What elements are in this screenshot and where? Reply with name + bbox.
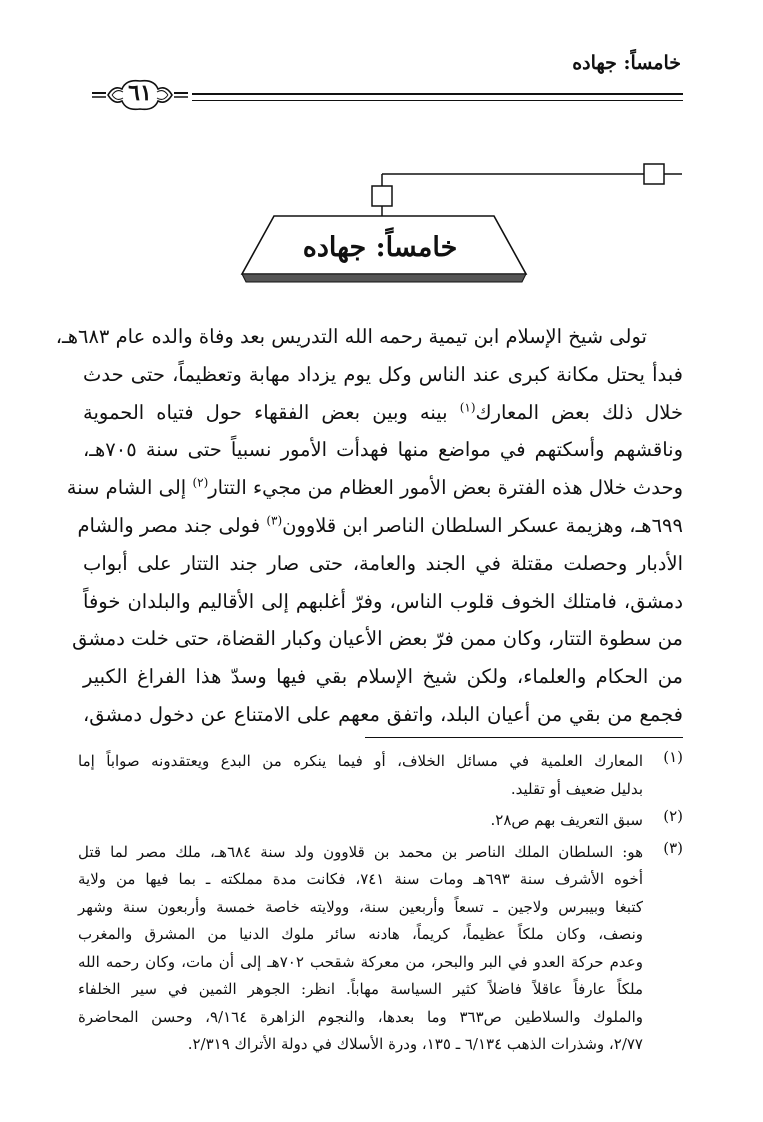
body-line-part: ٦٩٩هـ، وهزيمة عسكر السلطان الناصر ابن قلاوون xyxy=(282,513,683,537)
footnote-line: والملوك والسلاطين ص٣٦٣ وما بعدها، والنجوم الزاهرة ٩/١٦٤، وحسن المحاضرة xyxy=(78,1007,643,1026)
footnote-1 xyxy=(78,748,683,803)
body-line: فجمع من بقي من أعيان البلد، واتفق معهم على الامتناع عن دخول دمشق، xyxy=(83,702,683,726)
footnote-3 xyxy=(78,839,683,1059)
footnote-2 xyxy=(78,807,683,835)
body-line: فبدأ يحتل مكانة كبرى عند الناس وكل يوم يزداد مهابة وتعظيماً، حتى حدث xyxy=(83,362,683,386)
footnote-line: سبق التعريف بهم ص٢٨. xyxy=(490,811,643,829)
body-line-part: بينه وبين بعض الفقهاء حول فتياه الحموية xyxy=(83,400,448,424)
footnote-mark[interactable]: (٣) xyxy=(266,513,283,528)
footnote-line: هو: السلطان الملك الناصر بن محمد بن قلاوون ولد سنة ٦٨٤هـ، ملك مصر لما قتل xyxy=(78,842,643,861)
footnote-line: أخوه الأشرف سنة ٦٩٣هـ ومات سنة ٧٤١، فكانت مدة مملكته ـ بما فيها من ولاية xyxy=(78,870,644,888)
body-line: تولى شيخ الإسلام ابن تيمية رحمه الله التدريس بعد وفاة والده عام ٦٨٣هـ، xyxy=(55,325,647,348)
footnote-mark[interactable]: (٢) xyxy=(192,475,209,490)
footnote-line: ملكاً عارفاً عاقلاً فاضلاً كثير السياسة مهاباً. انظر: الجوهر الثمين في سير الخلفاء xyxy=(78,980,643,998)
body-line: الأدبار وحصلت مقتلة في الجند والعامة، حتى صار جند التتار على أبواب xyxy=(83,551,683,575)
body-line xyxy=(83,394,683,432)
body-line-part: وحدث خلال هذه الفترة بعض الأمور العظام من مجيء التتار xyxy=(208,476,683,500)
footnotes xyxy=(78,748,683,1063)
page-number: ٦١ xyxy=(128,80,152,106)
footnote-separator xyxy=(365,737,683,738)
footnote-line: المعارك العلمية في مسائل الخلاف، أو فيما ينكره من البدع ويعتقدونه صواباً إما xyxy=(78,752,643,770)
footnote-line: كتبغا وبيبرس ولاجين ـ تسعاً وأربعين سنة، وولايته خاصة خمسة وأربعون سنة وشهر xyxy=(78,897,643,916)
footnote-number: (٣) xyxy=(663,838,683,857)
footnote-mark[interactable]: (١) xyxy=(459,400,476,415)
body-line: وناقشهم وأسكتهم في مواضع منها فهدأت الأمور نسبياً حتى سنة ٧٠٥هـ، xyxy=(83,438,683,462)
body-line-part: خلال ذلك بعض المعارك xyxy=(475,400,683,424)
body-line xyxy=(66,469,683,507)
section-heading: خامساً: جهاده xyxy=(302,232,458,263)
body-line-part: إلى الشام سنة xyxy=(66,476,187,500)
footnote-line: ونصف، وكان ملكاً عظيماً، كريماً، هادنه سائر ملوك الدنيا من المشرق والمغرب xyxy=(78,925,643,943)
header-rule xyxy=(192,93,683,101)
body-line xyxy=(77,507,683,545)
footnote-line: ٢/٧٧، وشذرات الذهب ٦/١٣٤ ـ ١٣٥، ودرة الأسلاك في دولة الأتراك ٢/٣١٩. xyxy=(187,1035,643,1053)
footnote-number: (١) xyxy=(663,748,683,766)
body-line: من الحكام والعلماء، ولكن شيخ الإسلام بقي فيها وسدّ هذا الفراغ الكبير xyxy=(83,665,683,689)
body-line-part: فولى جند مصر والشام xyxy=(77,513,261,537)
running-header: خامساً: جهاده xyxy=(572,52,681,74)
section-heading-frame xyxy=(236,158,686,288)
footnote-line: بدليل ضعيف أو تقليد. xyxy=(510,779,643,798)
footnote-line: وعدم حركة العدو في البر والبحر، من معركة شقحب ٧٠٢هـ إلى أن مات، وكان رحمه الله xyxy=(78,952,643,971)
body-text xyxy=(55,318,683,734)
body-line: من سطوة التتار، وكان ممن فرّ بعض الأعيان وكبار القضاة، حتى خلت دمشق xyxy=(72,627,683,651)
footnote-number: (٢) xyxy=(663,807,683,825)
body-line: دمشق، فامتلك الخوف قلوب الناس، وفرّ أغلبهم إلى الأقاليم والبلدان خوفاً xyxy=(83,589,683,613)
